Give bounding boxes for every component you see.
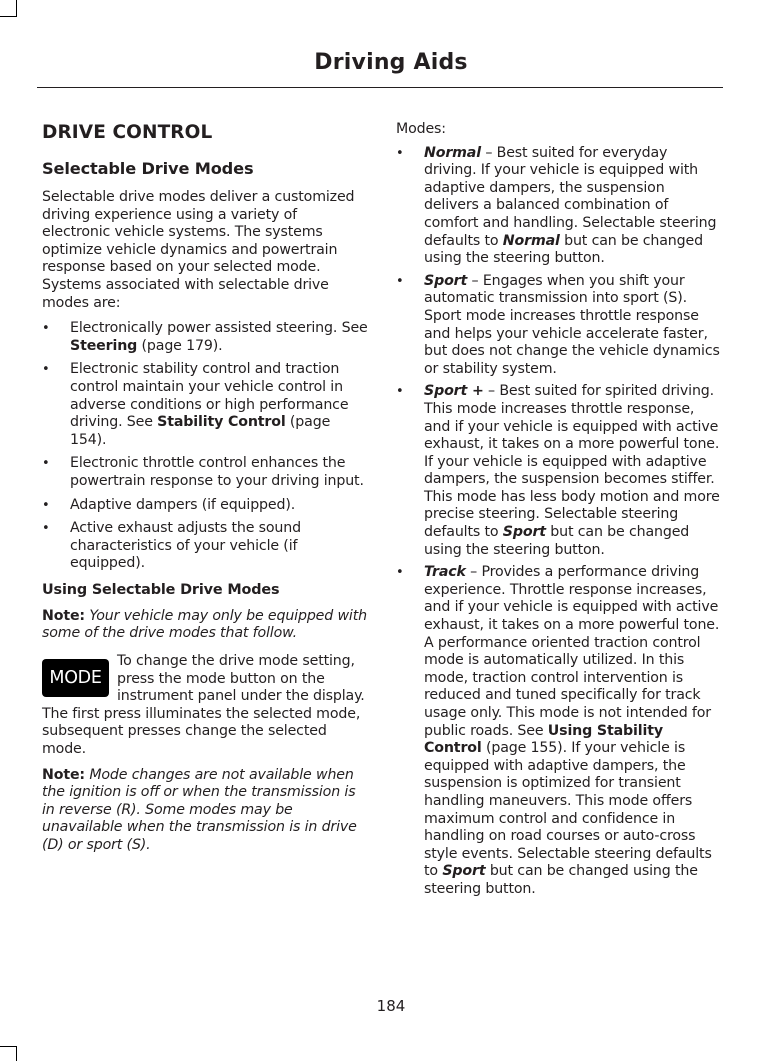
mode-instruction-text: To change the drive mode setting, press the mode button on the instrument panel under the display. The first press illuminates the selected mode, subsequent presses change the selected mode. [42,653,365,758]
mode-name: Track [424,564,466,581]
left-column [42,120,368,865]
page-header-title: Driving Aids [314,50,468,75]
mode-name: Normal [424,144,481,161]
bullet-icon: • [396,565,404,581]
bullet-icon: • [42,321,50,337]
mode-description: – Best suited for spirited driving. This mode increases throttle response, and if your vehicle is equipped with active exhaust, it takes on a more powerful tone. If your vehicle is equipped with adaptive dampers, the suspension becomes stiffer. This mode has less body motion and more precise steering. Selectable steering defaults to [424,383,720,541]
modes-label: Modes: [396,121,446,137]
list-item-text: Electronic throttle control enhances the powertrain response to your driving input. [70,455,364,489]
mode-description: – Best suited for everyday driving. If your vehicle is equipped with adaptive dampers, the suspension delivers a balanced combination of comfort and handling. Selectable steering defaults to [424,144,717,249]
note-label: Note: [42,607,85,624]
bullet-icon: • [396,145,404,161]
modes-list [396,145,722,899]
list-item-page-ref: (page 179). [137,337,223,354]
using-stability-control-link[interactable]: Using Stability Control [424,722,663,757]
intro-paragraph: Selectable drive modes deliver a customized driving experience using a variety of electronic vehicle systems. The systems optimize vehicle dynamics and powertrain response based on your selected mode. Systems associated with selectable drive modes are: [42,189,355,311]
mode-term: Normal [502,232,560,249]
using-modes-heading: Using Selectable Drive Modes [42,581,280,598]
mode-button-icon: MODE [42,659,109,697]
mode-term: Sport [442,863,486,880]
mode-name: Sport + [424,383,484,400]
section-subtitle: Selectable Drive Modes [42,159,254,178]
note-text: Your vehicle may only be equipped with some of the drive modes that follow. [42,607,367,642]
mode-description: – Provides a performance driving experience. Throttle response increases, and if your vehicle is equipped with active exhaust, it takes on a more powerful tone. A performance oriented traction control mode is automatically utilized. In this mode, traction control intervention is reduced and tuned specifically for track usage only. This mode is not intended for public roads. See [424,564,720,739]
bullet-icon: • [42,362,50,378]
list-item-page-ref: (page 154). [70,414,331,448]
list-item-text: Adaptive dampers (if equipped). [70,496,296,513]
mode-description: but can be changed using the steering button. [424,524,690,558]
bullet-icon: • [396,384,404,400]
crop-mark-bottom-left-h [0,1046,17,1047]
section-title: DRIVE CONTROL [42,122,213,143]
list-item [42,520,368,573]
list-item-text: Active exhaust adjusts the sound characteristics of your vehicle (if equipped). [70,520,301,572]
note-paragraph [42,767,368,855]
crop-mark-bottom-left-v [16,1046,17,1061]
mode-description: but can be changed using the steering button. [424,863,698,897]
list-item [42,455,368,490]
note-paragraph [42,608,368,643]
mode-item-sport [396,273,722,379]
mode-item-track [396,564,722,898]
mode-item-sport-plus [396,383,722,559]
list-item [42,497,368,515]
mode-name: Sport [424,272,468,289]
stability-control-link[interactable]: Stability Control [157,414,286,431]
crop-mark-top-left-h [0,16,17,17]
bullet-icon: • [396,273,404,289]
list-item [42,320,368,355]
bullet-icon: • [42,456,50,472]
steering-link[interactable]: Steering [70,337,138,354]
mode-description: (page 155). If your vehicle is equipped with adaptive dampers, the suspension is optimized for transient handling maneuvers. This mode offers maximum control and confidence in handling on road courses or auto-cross style events. Selectable steering defaults to [424,740,712,880]
mode-description: but can be changed using the steering button. [424,232,703,267]
crop-mark-top-left-v [16,0,17,17]
list-item [42,361,368,449]
mode-item-normal [396,145,722,268]
bullet-icon: • [42,521,50,537]
header-divider [37,87,723,88]
right-column [396,121,722,907]
list-item-text: Electronically power assisted steering. See [70,320,368,337]
page-number: 184 [376,997,406,1015]
note-text: Mode changes are not available when the ignition is off or when the transmission is in reverse (R). Some modes may be unavailable when the transmission is in drive (D) or sport (S). [42,766,357,853]
bullet-icon: • [42,497,50,513]
mode-instruction [42,653,368,759]
mode-term: Sport [502,524,546,541]
list-item-text: Electronic stability control and traction control maintain your vehicle control in adverse conditions or high performance driving. See [70,361,349,431]
note-label: Note: [42,766,85,783]
systems-list [42,320,368,573]
mode-description: – Engages when you shift your automatic transmission into sport (S). Sport mode increases throttle response and helps your vehicle accelerate faster, but does not change the vehicle dynamics or stability system. [424,272,720,377]
